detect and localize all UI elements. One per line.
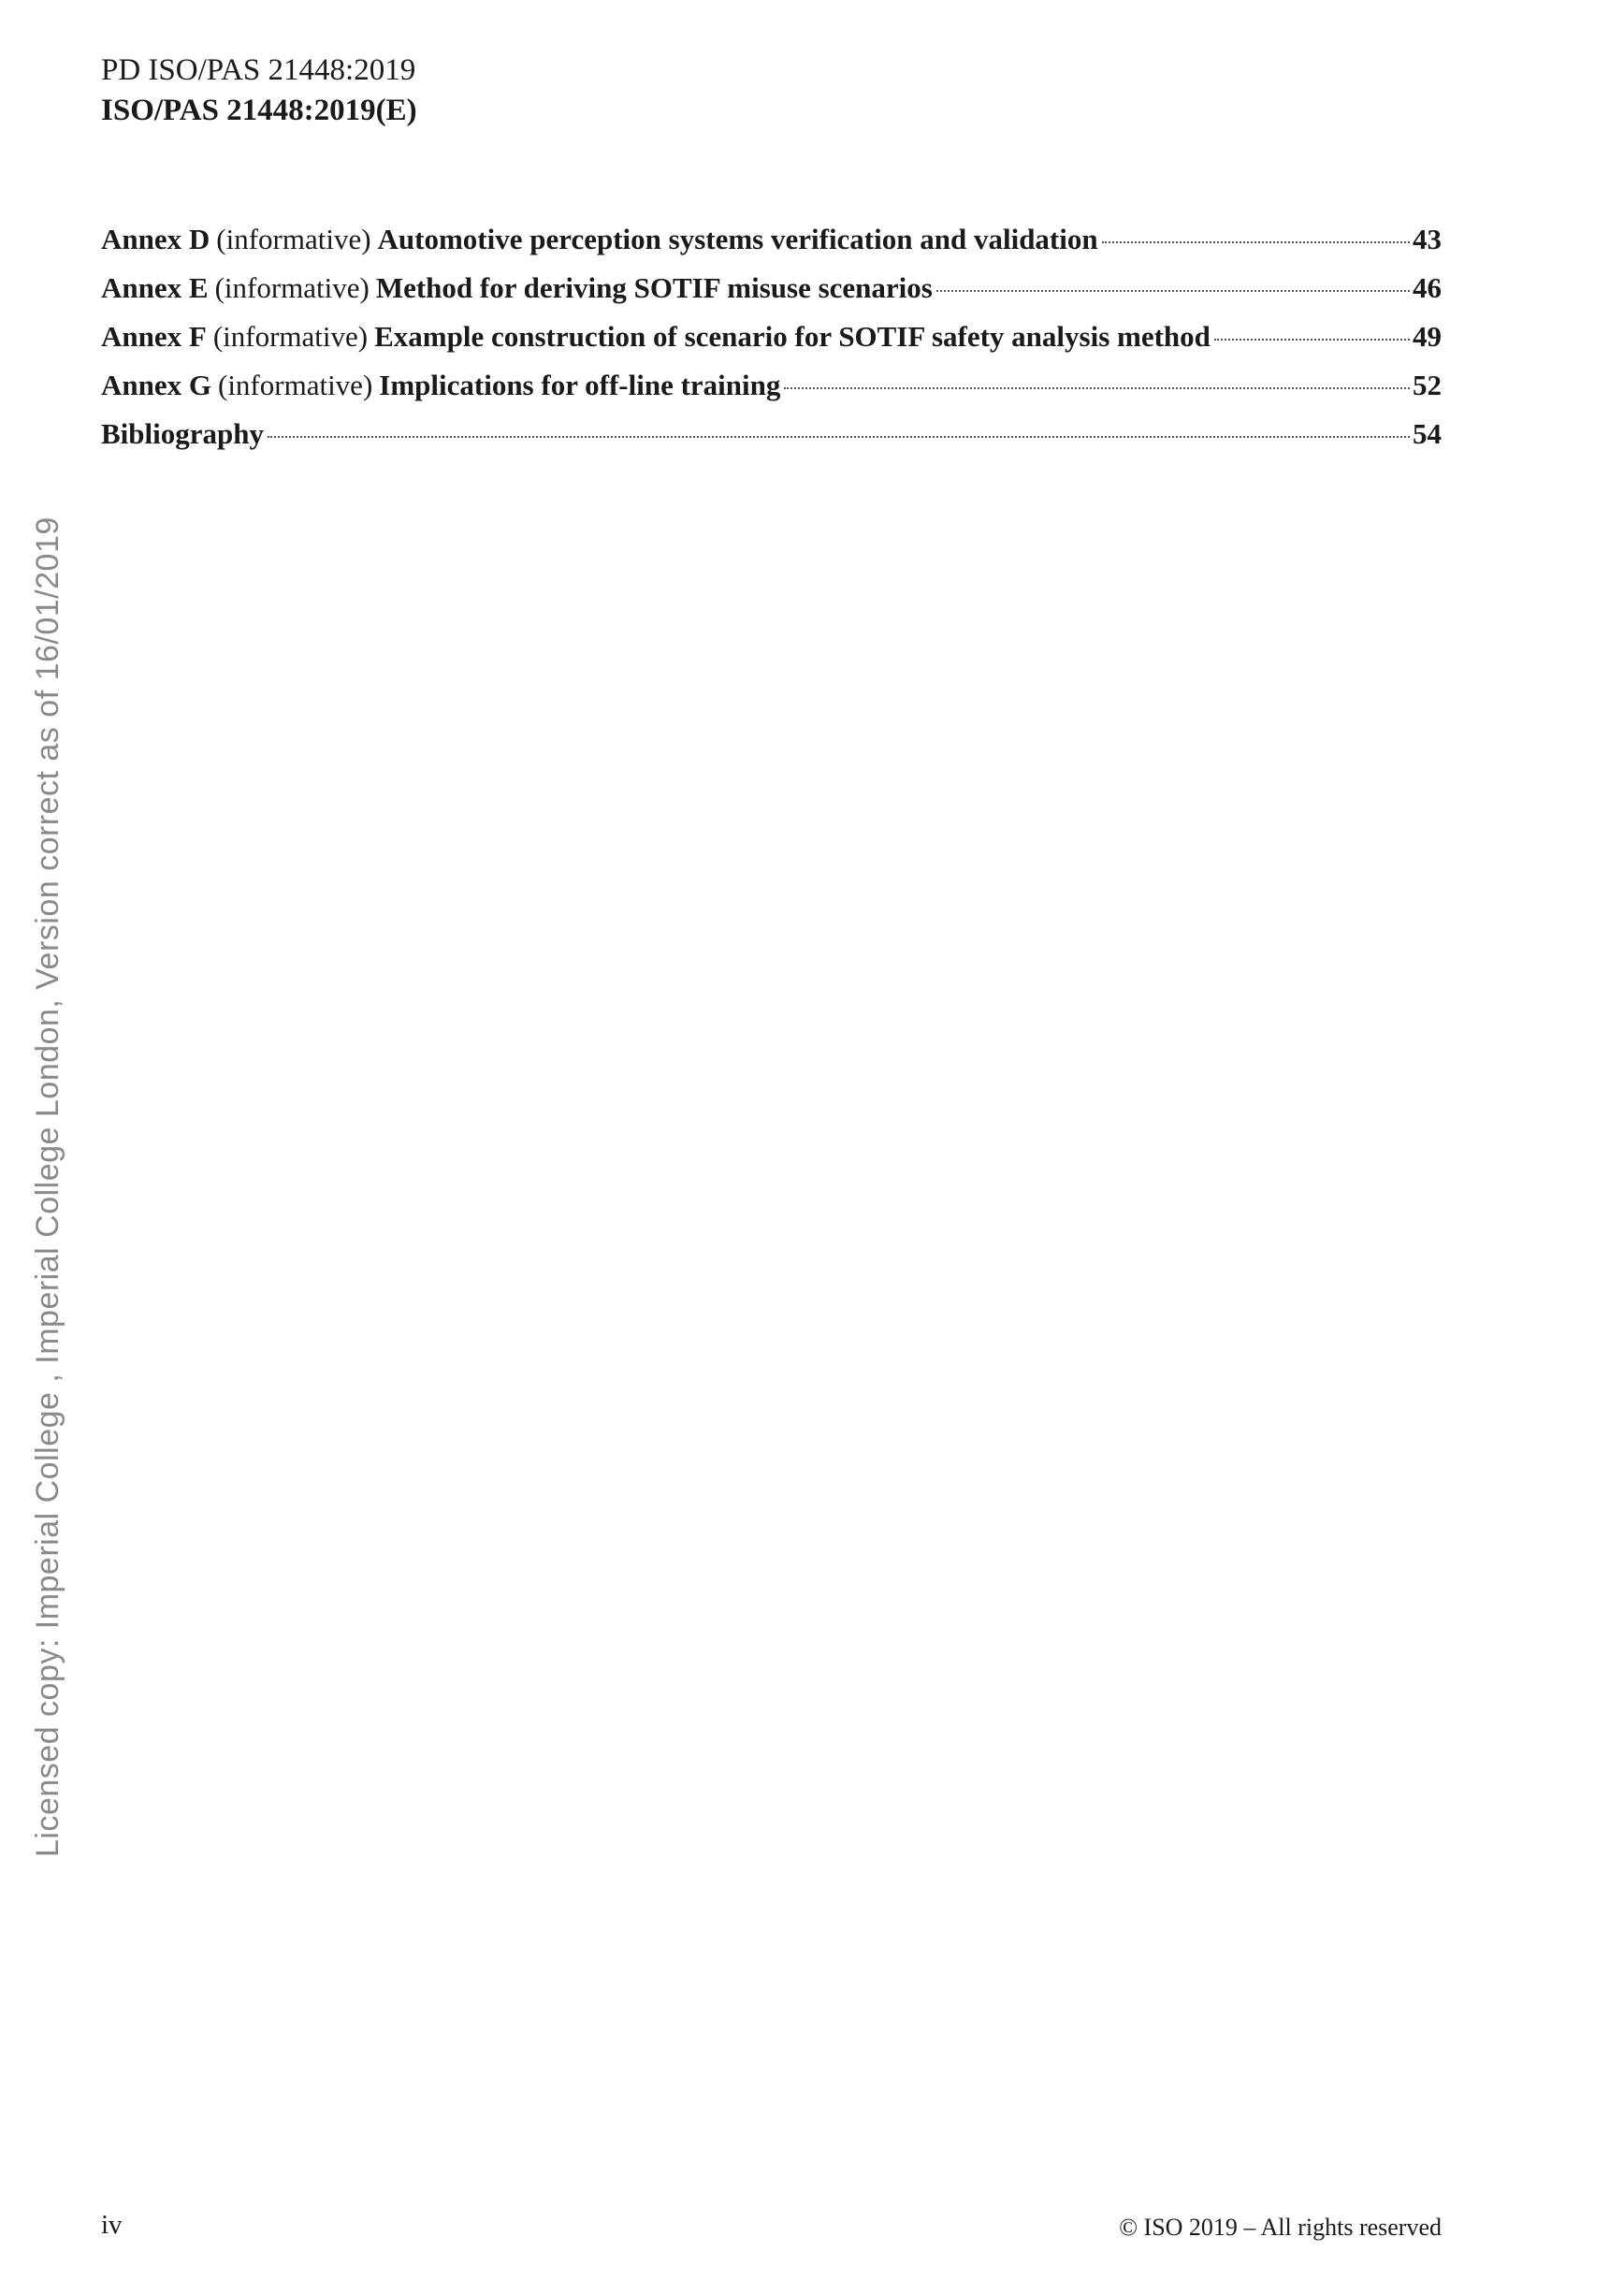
toc-page-number: 46 [1413, 271, 1442, 304]
document-identifier: ISO/PAS 21448:2019(E) [101, 93, 417, 127]
toc-entry-annex-e[interactable] [101, 271, 1442, 320]
toc-leader-dots [784, 387, 1410, 389]
toc-entry-title: Bibliography [101, 417, 264, 450]
page-number: iv [101, 2210, 123, 2240]
toc-entry-annex-g[interactable] [101, 369, 1442, 417]
document-designation: PD ISO/PAS 21448:2019 [101, 53, 416, 87]
toc-leader-dots [1102, 241, 1410, 243]
toc-annex-type: (informative) [218, 369, 373, 401]
toc-annex-type: (informative) [212, 320, 369, 353]
copyright-notice: © ISO 2019 – All rights reserved [1119, 2214, 1442, 2241]
license-watermark: Licensed copy: Imperial College , Imperial College London, Version correct as of 16/01/2019 [30, 516, 65, 1857]
toc-leader-dots [936, 290, 1410, 292]
document-header [101, 51, 417, 131]
toc-leader-dots [1214, 339, 1410, 341]
table-of-contents [101, 223, 1442, 466]
toc-annex-type: (informative) [216, 223, 371, 255]
toc-page-number: 52 [1413, 369, 1442, 401]
toc-entry-title: Automotive perception systems verification and validation [377, 223, 1098, 255]
toc-entry-title: Implications for off-line training [379, 369, 781, 401]
toc-leader-dots [268, 436, 1410, 438]
toc-page-number: 43 [1413, 223, 1442, 255]
toc-annex-label: Annex D [101, 223, 210, 255]
toc-page-number: 49 [1413, 320, 1442, 353]
toc-annex-type: (informative) [214, 271, 370, 304]
toc-entry-annex-f[interactable] [101, 320, 1442, 369]
toc-entry-bibliography[interactable] [101, 417, 1442, 466]
toc-entry-annex-d[interactable] [101, 223, 1442, 271]
toc-annex-label: Annex E [101, 271, 209, 304]
toc-entry-title: Method for deriving SOTIF misuse scenarios [375, 271, 933, 304]
toc-page-number: 54 [1413, 417, 1442, 450]
toc-annex-label: Annex G [101, 369, 211, 401]
toc-annex-label: Annex F [101, 320, 207, 353]
toc-entry-title: Example construction of scenario for SOTIF safety analysis method [374, 320, 1211, 353]
